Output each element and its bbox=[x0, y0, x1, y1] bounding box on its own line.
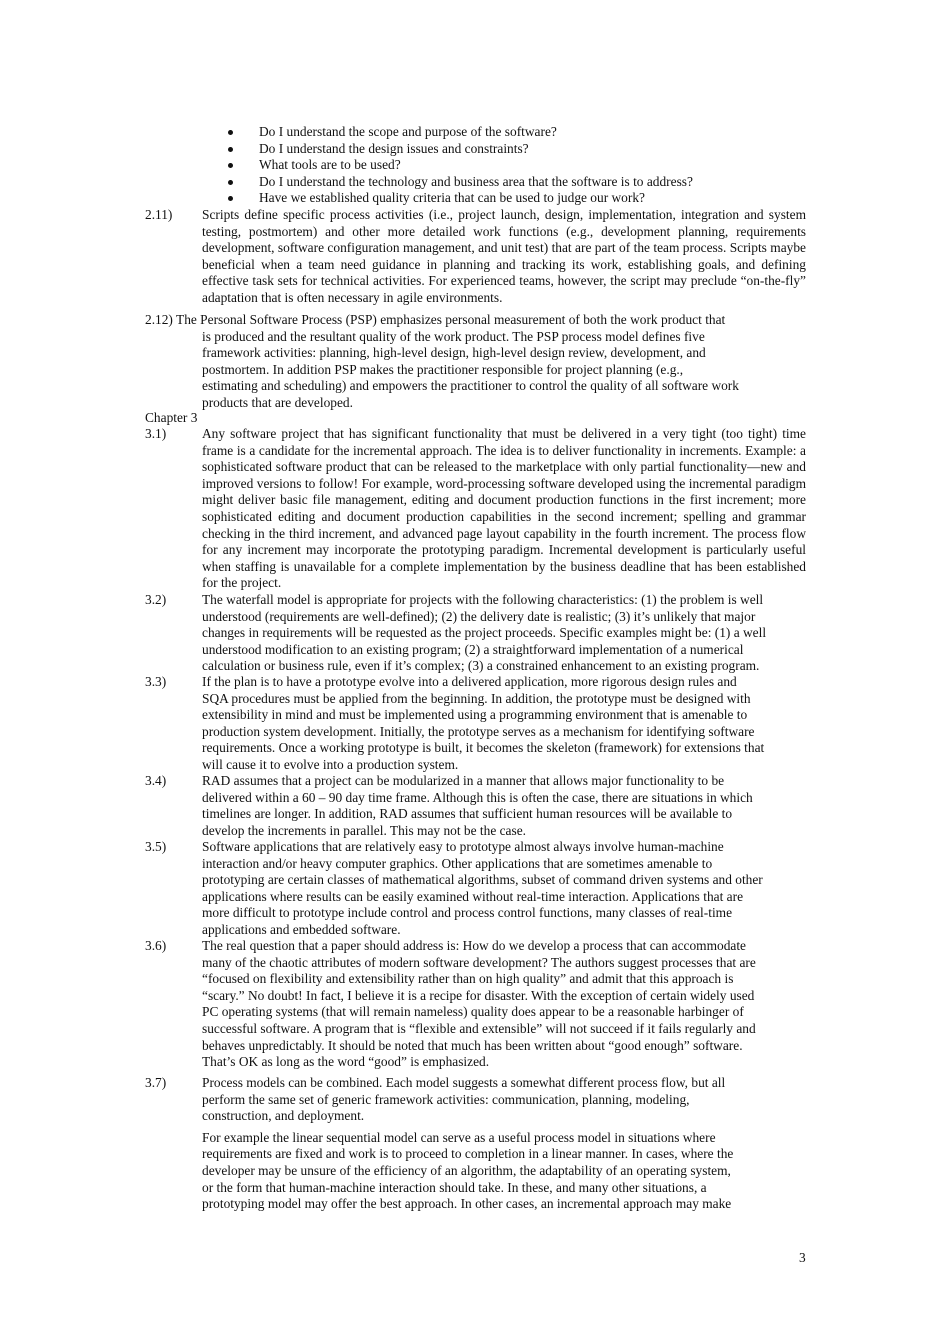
answer-3-1 bbox=[145, 426, 806, 592]
answer-text: Process models can be combined. Each model suggests a somewhat different process flow, but all perform the same set of generic framework activities: communication, planning, modeling, construction, and deployment. bbox=[202, 1075, 726, 1124]
list-item: Do I understand the technology and business area that the software is to address? bbox=[0, 174, 693, 191]
question-bullet-list bbox=[0, 124, 693, 207]
answer-text: Scripts define specific process activities (i.e., project launch, design, implementation, integration and system testing, postmortem) and other more detailed work functions (e.g., development planning, requirements development, software configuration management, and unit test) that are part of the team process. Scripts maybe beneficial when a team need guidance in planning and tracking its work, establishing goals, and defining effective task sets for technical activities. For experienced teams, however, the script may preclude “on-the-fly” adaptation that is often necessary in agile environments. bbox=[202, 207, 806, 305]
answer-number: 3.5) bbox=[145, 839, 167, 854]
answer-3-2 bbox=[145, 592, 806, 675]
answer-2-11 bbox=[145, 207, 806, 307]
answer-3-4 bbox=[145, 773, 806, 839]
answer-number: 3.1) bbox=[145, 426, 167, 441]
answer-text: RAD assumes that a project can be modularized in a manner that allows major functionality to be delivered within a 60 – 90 day time frame. Although this is often the case, there are situations in which timelines are longer. In addition, RAD assumes that sufficient human resources will be available to develop the increments in parallel. This may not be the case. bbox=[202, 773, 753, 838]
answer-number: 3.4) bbox=[145, 773, 167, 788]
answer-text: Any software project that has significant functionality that must be delivered in a very tight (too tight) time frame is a candidate for the incremental approach. The idea is to deliver functionality in increments. Example: a sophisticated software product that can be released to the marketplace with only partial functionality—new and improved versions to follow! For example, word-processing software developed using the incremental paradigm might deliver basic file management, editing and document production functions in the first increment; more sophisticated editing and document production capabilities in the second increment; spelling and grammar checking in the third increment, and advanced page layout capability in the fourth increment. The process flow for any increment may incorporate the prototyping paradigm. Incremental development is particularly useful when staffing is unavailable for a complete implementation by the business deadline that has been established for the project. bbox=[202, 426, 806, 591]
bullet-icon bbox=[228, 196, 233, 201]
list-item: What tools are to be used? bbox=[0, 157, 693, 174]
bullet-icon bbox=[228, 147, 233, 152]
answer-number: 3.6) bbox=[145, 938, 167, 953]
chapter-heading: Chapter 3 bbox=[145, 410, 198, 425]
answer-text: The waterfall model is appropriate for projects with the following characteristics: (1) the problem is well understood (requirements are well-defined); (2) the delivery date is realistic; (3) it’s unlikely that major changes in requirements will be requested as the project proceeds. Specific examples might be: (1) a well understood modification to an existing program; (2) a straightforward implementation of a numerical calculation or business rule, even if it’s complex; (3) a constrained enhancement to an existing program. bbox=[202, 592, 767, 674]
bullet-icon bbox=[228, 130, 233, 135]
answer-3-6 bbox=[145, 938, 806, 1071]
bullet-icon bbox=[228, 163, 233, 168]
list-item: Do I understand the scope and purpose of the software? bbox=[0, 124, 693, 141]
answer-text-continued: For example the linear sequential model can serve as a useful process model in situations where requirements are fixed and work is to proceed to completion in a linear manner. In cases, where the developer may be unsure of the efficiency of an algorithm, the adaptability of an operating system, or the form that human-machine interaction should take. In these, and many other situations, a prototyping model may offer the best approach. In other cases, an incremental approach may make bbox=[202, 1129, 734, 1212]
answer-number: 2.12) bbox=[145, 312, 173, 327]
answer-text: The real question that a paper should address is: How do we develop a process that can accommodate many of the chaotic attributes of modern software development? The authors suggest processes that are “focused on flexibility and extensibility rather than on high quality” and admit that this approach is “scary.” No doubt! In fact, I believe it is a recipe for disaster. With the exception of certain widely used PC operating systems (that will remain nameless) quality does appear to be a reasonable harbinger of successful software. A program that is “flexible and extensible” will not succeed if it fails regularly and behaves unpredictably. It should be noted that much has been written about “good enough” software. That’s OK as long as the word “good” is emphasized. bbox=[202, 938, 756, 1070]
answer-number: 2.11) bbox=[145, 207, 173, 222]
list-item: Have we established quality criteria that can be used to judge our work? bbox=[0, 190, 693, 207]
answer-number: 3.3) bbox=[145, 674, 167, 689]
answer-text: If the plan is to have a prototype evolve into a delivered application, more rigorous design rules and SQA procedures must be applied from the beginning. In addition, the prototype must be designed with extensibility in mind and must be implemented using a programming environment that is amenable to production system development. Initially, the prototype serves as a mechanism for identifying software requirements. Once a working prototype is built, it becomes the skeleton (framework) for extensions that will cause it to evolve into a production system. bbox=[202, 674, 765, 772]
page-number: 3 bbox=[799, 1250, 806, 1265]
list-item: Do I understand the design issues and constraints? bbox=[0, 141, 693, 158]
answer-text: 2.12) The Personal Software Process (PSP) emphasizes personal measurement of both the work product that is produced and the resultant quality of the work product. The PSP process model defines five framework activities: planning, high-level design, high-level design review, development, and postmortem. In addition PSP makes the practitioner responsible for project planning (e.g., estimating and scheduling) and empowers the practitioner to control the quality of all software work products that are developed. bbox=[145, 312, 739, 410]
answer-text: Software applications that are relatively easy to prototype almost always involve human-machine interaction and/or heavy computer graphics. Other applications that are sometimes amenable to prototyping are certain classes of mathematical algorithms, subset of command driven systems and other applications where results can be easily examined without real-time interaction. Applications that are more difficult to prototype include control and process control functions, many classes of real-time applications and embedded software. bbox=[202, 839, 763, 937]
answer-number: 3.7) bbox=[145, 1075, 167, 1090]
bullet-icon bbox=[228, 180, 233, 185]
answer-3-5 bbox=[145, 839, 806, 939]
answer-3-7 bbox=[145, 1075, 806, 1213]
answer-number: 3.2) bbox=[145, 592, 167, 607]
answer-2-12 bbox=[145, 312, 806, 412]
answer-3-3 bbox=[145, 674, 806, 774]
